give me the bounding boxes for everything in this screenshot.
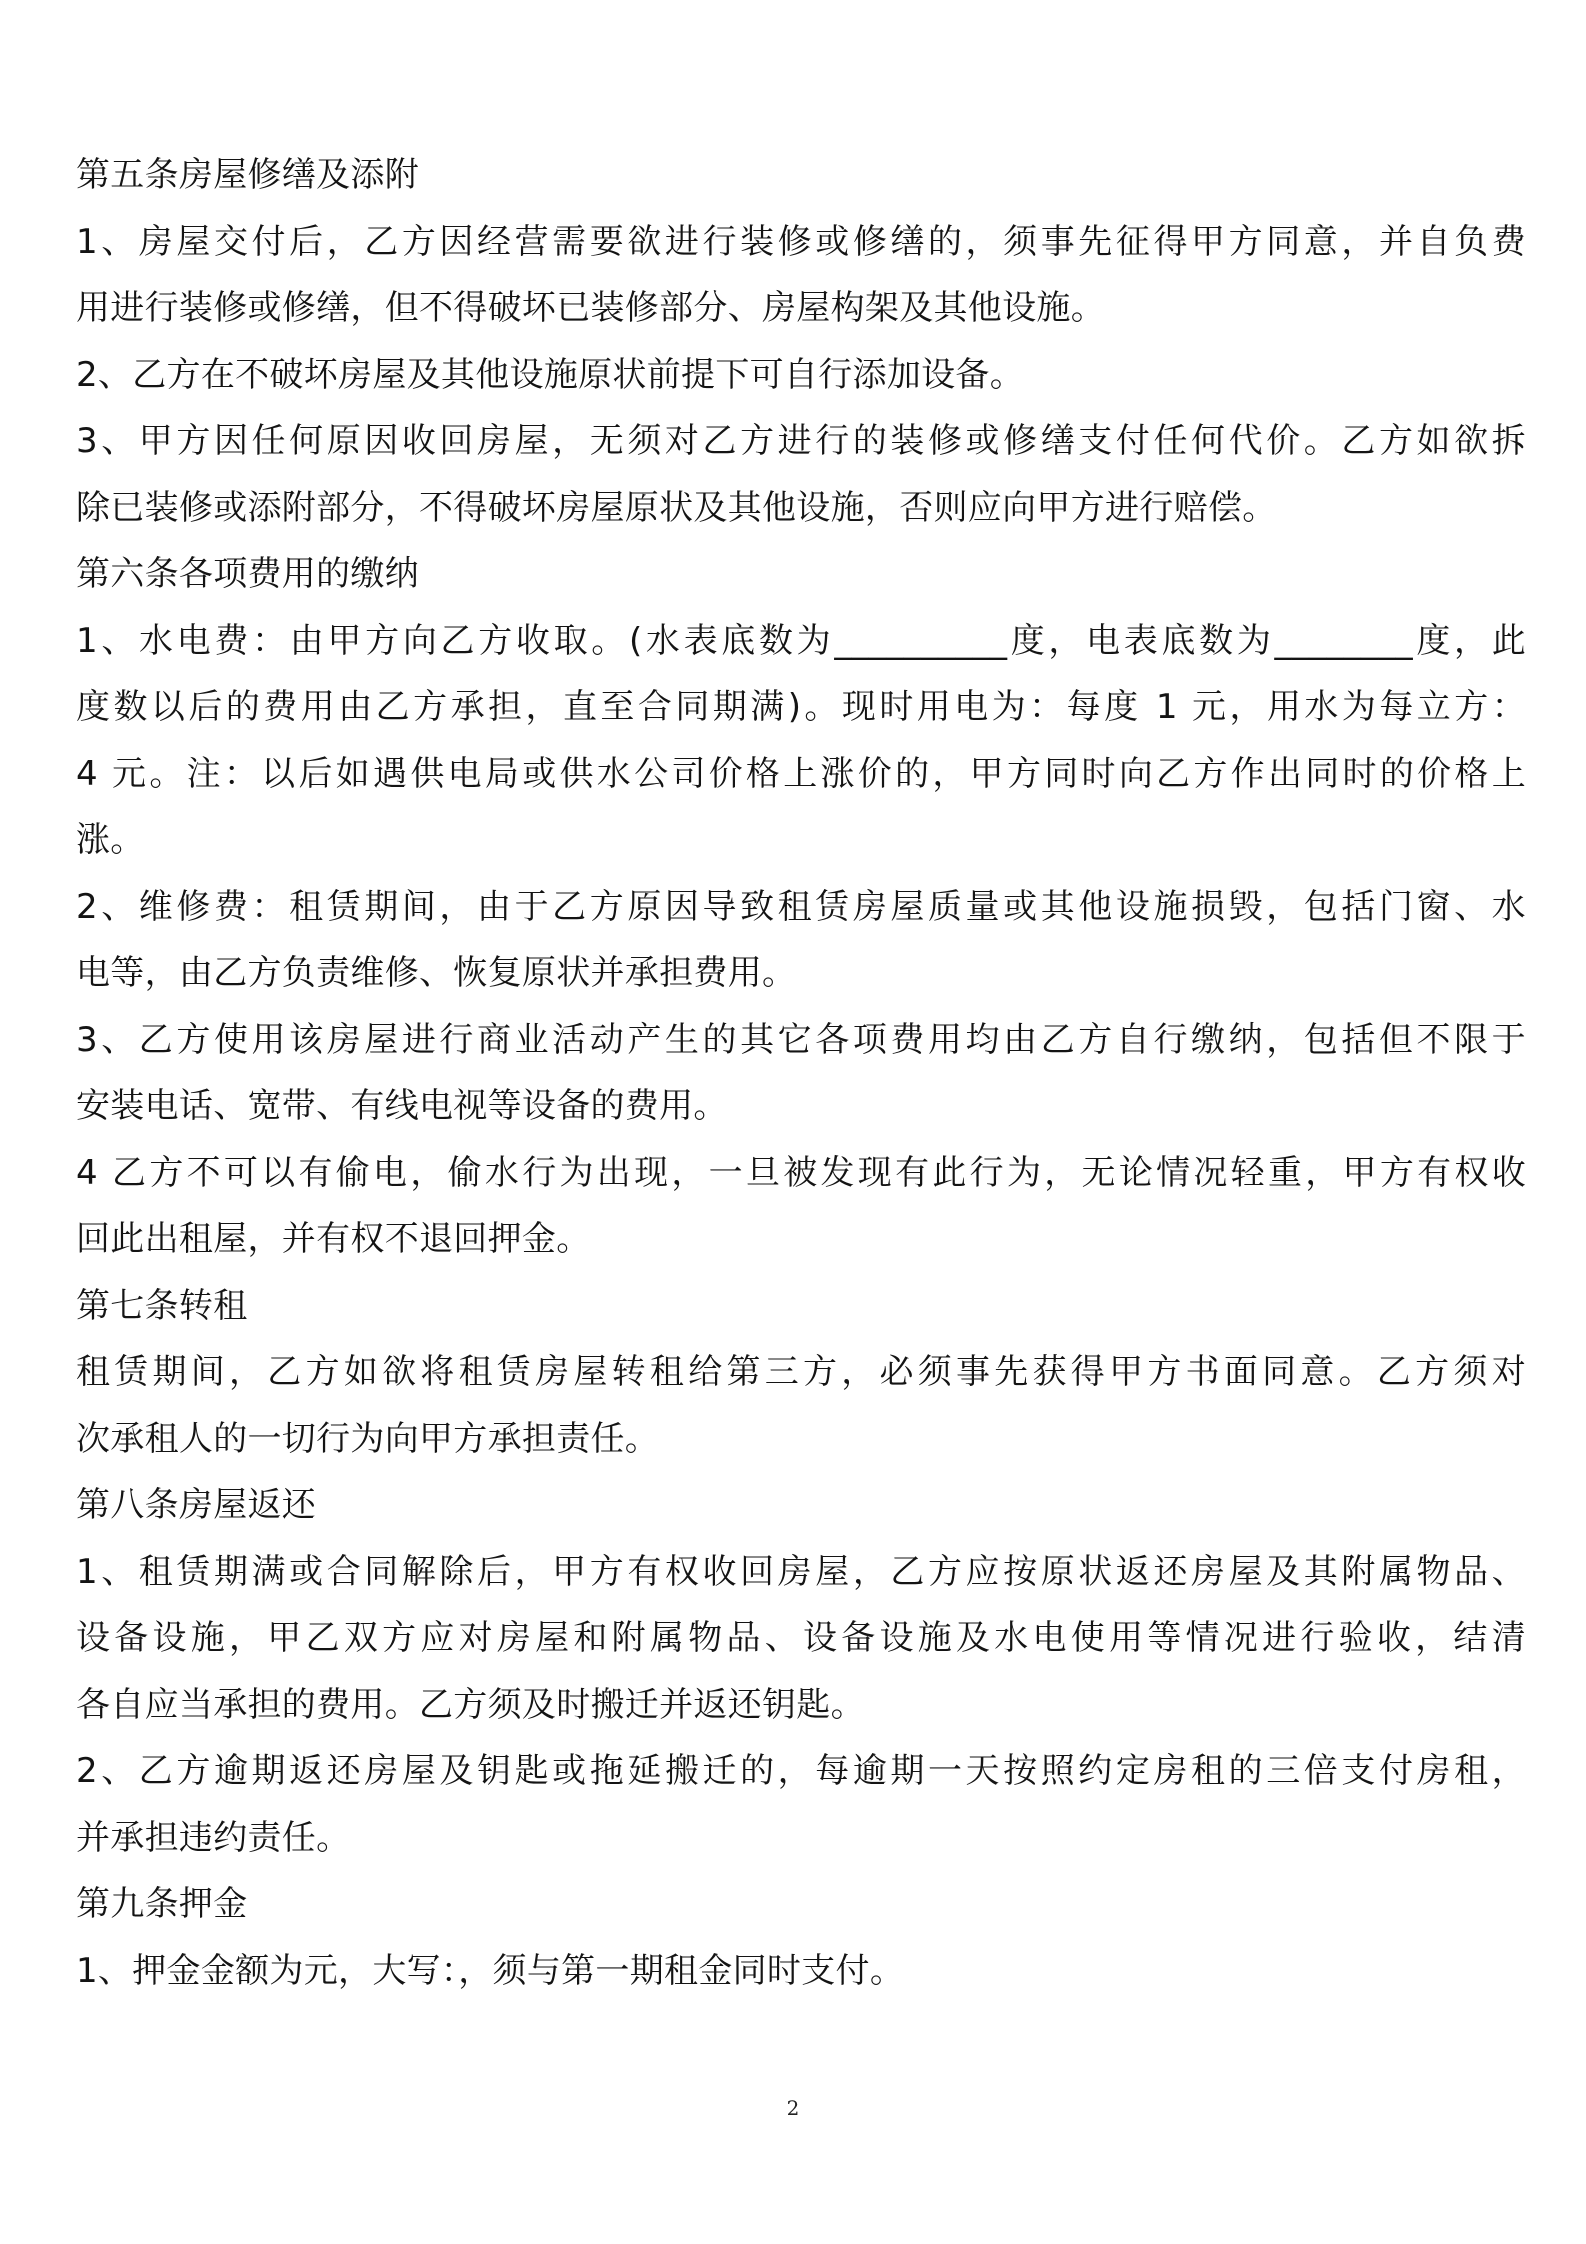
paragraph-line: 各自应当承担的费用。乙方须及时搬迁并返还钥匙。 xyxy=(76,1684,865,1725)
paragraph-line: 1、房屋交付后，乙方因经营需要欲进行装修或修缮的，须事先征得甲方同意，并自负费 xyxy=(76,221,1526,262)
paragraph-line: 度数以后的费用由乙方承担，直至合同期满)。现时用电为：每度 1 元，用水为每立方： xyxy=(76,687,1526,727)
paragraph-line: 租赁期间，乙方如欲将租赁房屋转租给第三方，必须事先获得甲方书面同意。乙方须对 xyxy=(76,1352,1526,1392)
section-heading: 第六条各项费用的缴纳 xyxy=(76,554,419,594)
section-heading: 第五条房屋修缮及添附 xyxy=(76,155,419,195)
paragraph-line: 回此出租屋，并有权不退回押金。 xyxy=(76,1219,591,1259)
paragraph-line: 电等，由乙方负责维修、恢复原状并承担费用。 xyxy=(76,953,797,993)
paragraph-line: 设备设施，甲乙双方应对房屋和附属物品、设备设施及水电使用等情况进行验收，结清 xyxy=(76,1618,1526,1658)
paragraph-line: 4 乙方不可以有偷电，偷水行为出现，一旦被发现有此行为，无论情况轻重，甲方有权收 xyxy=(76,1152,1526,1193)
section-heading: 第七条转租 xyxy=(76,1285,248,1326)
section-heading: 第九条押金 xyxy=(76,1884,248,1924)
paragraph-line: 1、押金金额为元，大写：，须与第一期租金同时支付。 xyxy=(76,1950,905,1991)
paragraph-line: 2、乙方在不破坏房屋及其他设施原状前提下可自行添加设备。 xyxy=(76,354,1025,395)
paragraph-line: 3、乙方使用该房屋进行商业活动产生的其它各项费用均由乙方自行缴纳，包括但不限于 xyxy=(76,1019,1526,1060)
section-heading: 第八条房屋返还 xyxy=(76,1485,317,1525)
paragraph-line: 并承担违约责任。 xyxy=(76,1817,351,1858)
paragraph-line: 次承租人的一切行为向甲方承担责任。 xyxy=(76,1418,660,1459)
paragraph-line: 2、乙方逾期返还房屋及钥匙或拖延搬迁的，每逾期一天按照约定房租的三倍支付房租， xyxy=(76,1751,1526,1791)
paragraph-line: 安装电话、宽带、有线电视等设备的费用。 xyxy=(76,1086,728,1126)
paragraph-line: 1、租赁期满或合同解除后，甲方有权收回房屋，乙方应按原状返还房屋及其附属物品、 xyxy=(76,1551,1526,1592)
paragraph-line: 2、维修费：租赁期间，由于乙方原因导致租赁房屋质量或其他设施损毁，包括门窗、水 xyxy=(76,886,1526,927)
paragraph-line: 用进行装修或修缮，但不得破坏已装修部分、房屋构架及其他设施。 xyxy=(76,288,1105,328)
paragraph-line: 4 元。注：以后如遇供电局或供水公司价格上涨价的，甲方同时向乙方作出同时的价格上 xyxy=(76,753,1526,794)
paragraph-line: 1、水电费：由甲方向乙方收取。(水表底数为__________度，电表底数为________度，此 xyxy=(76,620,1526,661)
document-body xyxy=(76,153,1526,2015)
paragraph-line: 涨。 xyxy=(76,820,145,860)
page-number: 2 xyxy=(786,2096,800,2120)
paragraph-line: 3、甲方因任何原因收回房屋，无须对乙方进行的装修或修缮支付任何代价。乙方如欲拆 xyxy=(76,421,1526,461)
paragraph-line: 除已装修或添附部分，不得破坏房屋原状及其他设施，否则应向甲方进行赔偿。 xyxy=(76,487,1277,528)
